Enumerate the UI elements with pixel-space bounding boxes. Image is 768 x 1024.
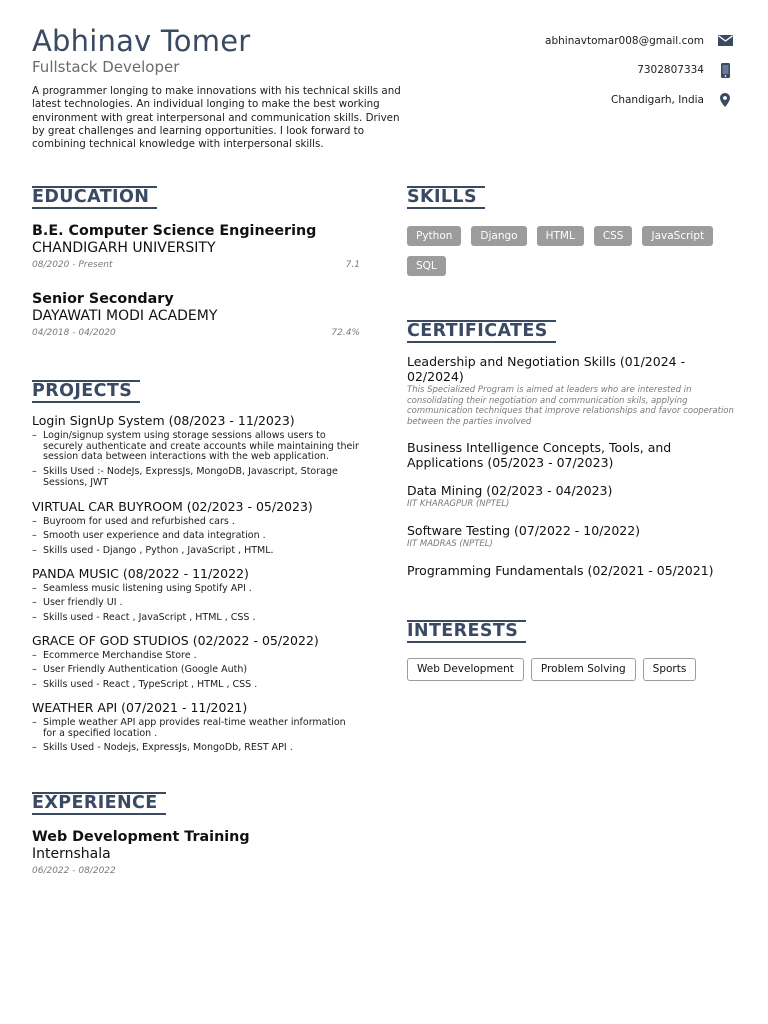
interests-list xyxy=(407,658,743,681)
project-bullets xyxy=(32,584,360,624)
education-degree: B.E. Computer Science Engineering xyxy=(32,223,317,239)
project-title: PANDA MUSIC (08/2022 - 11/2022) xyxy=(32,565,249,581)
contact-location-row xyxy=(545,85,734,115)
experience-title: Web Development Training xyxy=(32,828,250,845)
skills-list xyxy=(407,226,743,276)
phone-text[interactable]: 7302807334 xyxy=(637,64,704,77)
project-bullet: – Ecommerce Merchandise Store . xyxy=(32,651,360,662)
experience-heading: EXPERIENCE xyxy=(32,792,166,815)
education-item xyxy=(32,222,360,270)
project-bullets xyxy=(32,517,360,557)
project-bullet: – User friendly UI . xyxy=(32,598,360,609)
interests-section xyxy=(407,620,743,681)
skills-heading: SKILLS xyxy=(407,186,485,209)
interest-tag: Problem Solving xyxy=(531,658,636,681)
skill-tag: HTML xyxy=(537,226,584,246)
certificate-name: Programming Fundamentals (02/2021 - 05/2021) xyxy=(407,563,714,578)
certificate-description: This Specialized Program is aimed at leaders who are interested in consolidating their negotiation and communication skils, applying communication techniques that improve relationships and favor cooperation between the parties involved xyxy=(407,385,734,427)
certificates-heading: CERTIFICATES xyxy=(407,320,556,343)
phone-icon xyxy=(716,63,734,78)
project-bullets xyxy=(32,431,360,489)
certificate-item xyxy=(407,523,743,550)
projects-heading: PROJECTS xyxy=(32,380,140,403)
certificate-item xyxy=(407,440,743,470)
certificate-issuer: IIT KHARAGPUR (NPTEL) xyxy=(407,499,510,509)
education-item xyxy=(32,290,360,338)
project-bullets xyxy=(32,651,360,691)
education-dates: 04/2018 - 04/2020 xyxy=(32,328,116,338)
location-pin-icon xyxy=(716,93,734,107)
education-dates: 08/2020 - Present xyxy=(32,260,113,270)
projects-section xyxy=(32,380,360,754)
skill-tag: JavaScript xyxy=(642,226,713,246)
project-title: WEATHER API (07/2021 - 11/2021) xyxy=(32,699,248,715)
project-bullet: – Skills used - React , TypeScript , HTML , CSS . xyxy=(32,680,360,691)
location-text: Chandigarh, India xyxy=(611,93,704,106)
contact-phone-row xyxy=(545,56,734,86)
project-item xyxy=(32,566,360,624)
education-meta xyxy=(32,328,360,338)
education-school: DAYAWATI MODI ACADEMY xyxy=(32,308,218,324)
interest-tag: Sports xyxy=(643,658,697,681)
project-item xyxy=(32,700,360,754)
project-bullet: – Simple weather API app provides real-time weather information for a specified location . xyxy=(32,718,360,739)
email-text[interactable]: abhinavtomar008@gmail.com xyxy=(545,34,704,47)
certificate-issuer: IIT MADRAS (NPTEL) xyxy=(407,538,493,549)
project-bullet: – User Friendly Authentication (Google Auth) xyxy=(32,665,360,676)
envelope-icon xyxy=(716,35,734,46)
project-bullet: – Skills used - React , JavaScript , HTML , CSS . xyxy=(32,613,360,624)
certificate-name: Software Testing (07/2022 - 10/2022) xyxy=(407,522,641,538)
education-degree: Senior Secondary xyxy=(32,291,174,307)
candidate-name: Abhinav Tomer xyxy=(32,24,251,58)
project-item xyxy=(32,413,360,489)
certificate-name: Business Intelligence Concepts, Tools, and Applications (05/2023 - 07/2023) xyxy=(407,440,672,470)
skill-tag: SQL xyxy=(407,256,446,276)
interest-tag: Web Development xyxy=(407,658,524,681)
certificate-item xyxy=(407,354,743,427)
left-column xyxy=(32,186,360,876)
education-school: CHANDIGARH UNIVERSITY xyxy=(32,240,216,256)
project-bullet: – Smooth user experience and data integration . xyxy=(32,531,360,542)
certificate-item xyxy=(407,483,743,510)
education-heading: EDUCATION xyxy=(32,186,157,209)
resume-header xyxy=(32,24,412,151)
certificate-item xyxy=(407,563,743,578)
skill-tag: Python xyxy=(407,226,461,246)
contact-block xyxy=(545,26,734,115)
experience-item xyxy=(32,828,360,876)
experience-section xyxy=(32,792,360,876)
skill-tag: Django xyxy=(471,226,526,246)
skill-tag: CSS xyxy=(594,226,633,246)
project-bullet: – Buyroom for used and refurbished cars . xyxy=(32,517,360,528)
project-bullets xyxy=(32,718,360,754)
right-column xyxy=(407,186,743,681)
certificate-name: Leadership and Negotiation Skills (01/2024 - 02/2024) xyxy=(407,354,686,384)
project-title: GRACE OF GOD STUDIOS (02/2022 - 05/2022) xyxy=(32,632,319,648)
education-grade: 7.1 xyxy=(345,260,360,270)
project-bullet: – Skills Used :- NodeJs, ExpressJs, MongoDB, Javascript, Storage Sessions, JWT xyxy=(32,467,360,488)
education-meta xyxy=(32,260,360,270)
job-title: Fullstack Developer xyxy=(32,58,180,76)
certificate-name: Data Mining (02/2023 - 04/2023) xyxy=(407,483,613,498)
interests-heading: INTERESTS xyxy=(407,620,526,643)
education-grade: 72.4% xyxy=(331,328,360,338)
project-bullet: – Skills used - Django , Python , JavaScript , HTML. xyxy=(32,546,360,557)
project-title: Login SignUp System (08/2023 - 11/2023) xyxy=(32,413,295,428)
project-title: VIRTUAL CAR BUYROOM (02/2023 - 05/2023) xyxy=(32,498,313,514)
contact-email-row xyxy=(545,26,734,56)
project-bullet: – Seamless music listening using Spotify API . xyxy=(32,584,360,595)
project-item xyxy=(32,633,360,691)
project-bullet: – Login/signup system using storage sessions allows users to securely authenticate and create accounts while maintaining their session data between interactions with the web application. xyxy=(32,431,360,463)
project-bullet: – Skills Used - Nodejs, ExpressJs, MongoDb, REST API . xyxy=(32,743,360,754)
summary-paragraph: A programmer longing to make innovations with his technical skills and latest technologies. An individual longing to make the best working environment with great interpersonal and communication skills. Driven by great challenges and learning opportunities. I look forward to combining technical knowledge with interpersonal skills. xyxy=(32,85,401,151)
certificates-section xyxy=(407,320,743,578)
project-item xyxy=(32,499,360,557)
experience-org: Internshala xyxy=(32,845,111,862)
experience-dates: 06/2022 - 08/2022 xyxy=(32,865,116,876)
